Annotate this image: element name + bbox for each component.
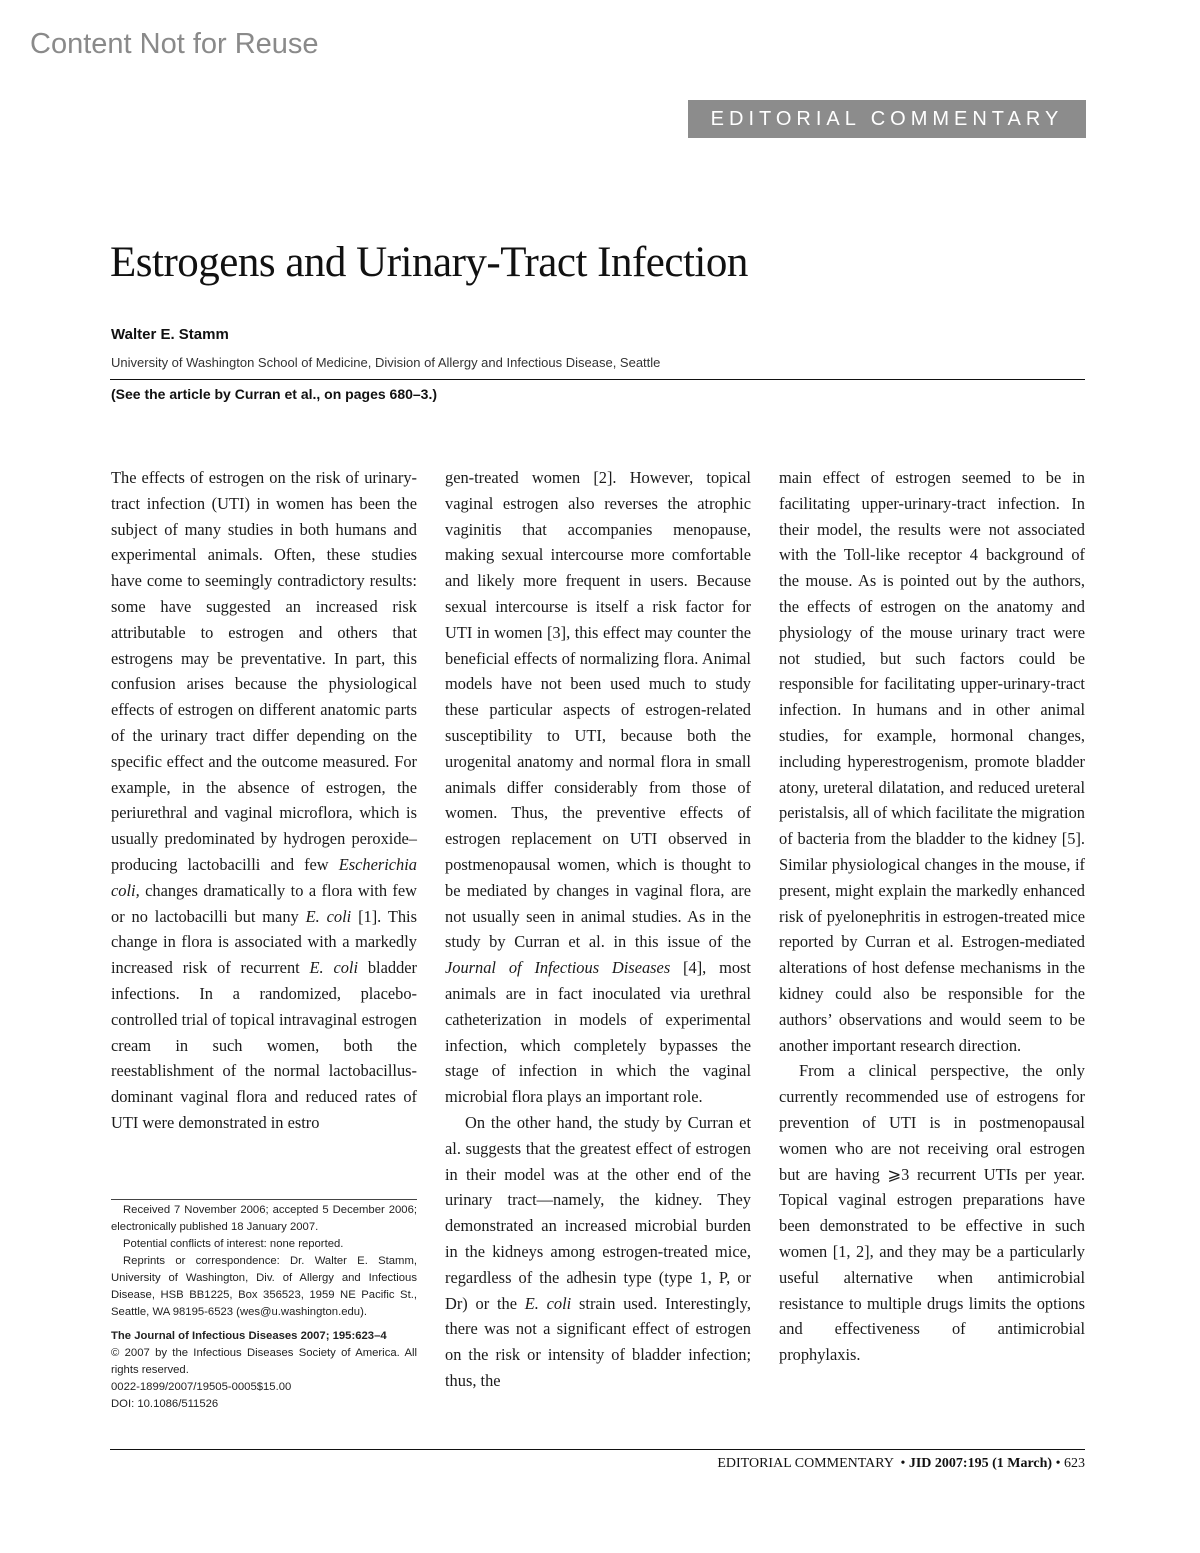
body-paragraph: gen-treated women [2]. However, topical vaginal estrogen also reverses the atrophic vaginitis that accompanies menopause, making sexual intercourse more comfortable and likely more frequent in users. Because sexual intercourse is itself a risk factor for UTI in women [3], this effect may counter the beneficial effects of normalizing flora. Animal models have not been used much to study these particular aspects of estrogen-related susceptibility to UTI, because both the urogenital anatomy and normal flora in small animals differ considerably from those of women. Thus, the preventive effects of estrogen replacement on UTI observed in postmenopausal women, which is thought to be mediated by changes in vaginal flora, are not usually seen in animal studies. As in the study by Curran et al. in this issue of the Journal of Infectious Diseases [4], most animals are in fact inoculated via urethral catheterization in models of experimental infection, which completely bypasses the stage of infection in which the vaginal microbial flora plays an important role. — [445, 468, 751, 1107]
author-name: Walter E. Stamm — [111, 326, 229, 343]
body-paragraph: The effects of estrogen on the risk of urinary-tract infection (UTI) in women has been the subject of many studies in both humans and experimental animals. Often, these studies have come to seemingly contradictory results: some have suggested an increased risk attributable to estrogen and others that estrogens may be preventative. In part, this confusion arises because the physiological effects of estrogen on different anatomic parts of the urinary tract differ depending on the specific effect and the outcome measured. For example, in the absence of estrogen, the periurethral and vaginal microflora, which is usually predominated by hydrogen peroxide–producing lactobacilli and few Escherichia coli, changes dramatically to a flora with few or no lactobacilli but many E. coli [1]. This change in flora is associated with a markedly increased risk of recurrent E. coli bladder infections. In a randomized, placebo-controlled trial of topical intravaginal estrogen cream in such women, both the reestablishment of the normal lactobacillus-dominant vaginal flora and reduced rates of UTI were demonstrated in estro — [111, 468, 418, 1132]
footer-separator: • — [1055, 1456, 1061, 1471]
footnote-doi: DOI: 10.1086/511526 — [111, 1398, 219, 1410]
section-banner: EDITORIAL COMMENTARY — [688, 100, 1086, 138]
footer-rule — [110, 1449, 1085, 1450]
footnote-issn: 0022-1899/2007/19505-0005$15.00 — [111, 1381, 292, 1393]
footnote-received: Received 7 November 2006; accepted 5 December 2006; electronically published 18 January 2007. — [111, 1204, 417, 1233]
body-paragraph: On the other hand, the study by Curran et al. suggests that the greatest effect of estrogen in their model was at the other end of the urinary tract—namely, the kidney. They demonstrated an increased microbial burden in the kidneys among estrogen-treated mice, regardless of the adhesin type (type 1, P, or Dr) or the E. coli strain used. Interestingly, there was not a significant effect of estrogen on the risk or intensity of bladder infection; thus, the — [445, 1112, 751, 1390]
body-column-2 — [445, 465, 751, 1394]
article-footnotes — [111, 1199, 417, 1413]
footer-citation: JID 2007:195 (1 March) — [908, 1456, 1053, 1471]
article-title: Estrogens and Urinary-Tract Infection — [110, 239, 748, 286]
footnote-conflicts: Potential conflicts of interest: none reported. — [123, 1238, 344, 1250]
running-footer — [717, 1456, 1085, 1472]
page-number: 623 — [1064, 1456, 1085, 1471]
footnote-copyright: © 2007 by the Infectious Diseases Society of America. All rights reserved. — [111, 1347, 417, 1376]
footnote-journal: The Journal of Infectious Diseases 2007; 195:623–4 — [111, 1330, 387, 1342]
footer-section: EDITORIAL COMMENTARY — [717, 1456, 894, 1471]
author-affiliation: University of Washington School of Medicine, Division of Allergy and Infectious Disease, Seattle — [111, 355, 661, 370]
watermark-text: Content Not for Reuse — [30, 28, 319, 60]
body-column-3 — [779, 465, 1085, 1368]
body-paragraph: From a clinical perspective, the only currently recommended use of estrogens for prevention of UTI is in postmenopausal women who are not receiving oral estrogen but are having ⩾3 recurrent UTIs per year. Topical vaginal estrogen preparations have been demonstrated to be effective in such women [1, 2], and they may be a particularly useful alternative when antimicrobial resistance to multiple drugs limits the options and effectiveness of antimicrobial prophylaxis. — [779, 1061, 1085, 1365]
footnote-reprints: Reprints or correspondence: Dr. Walter E. Stamm, University of Washington, Div. of Allergy and Infectious Disease, HSB BB1225, Box 356523, 1959 NE Pacific St., Seattle, WA 98195-6523 (wes@u.washington.edu). — [111, 1255, 417, 1318]
body-paragraph: main effect of estrogen seemed to be in facilitating upper-urinary-tract infection. In their model, the results were not associated with the Toll-like receptor 4 background of the mouse. As is pointed out by the authors, the effects of estrogen on the anatomy and physiology of the mouse urinary tract were not studied, but such factors could be responsible for facilitating upper-urinary-tract infection. In humans and in other animal studies, for example, hormonal changes, including hyperestrogenism, promote bladder atony, ureteral dilatation, and reduced ureteral peristalsis, all of which facilitate the migration of bacteria from the bladder to the kidney [5]. Similar physiological changes in the mouse, if present, might explain the markedly enhanced risk of pyelonephritis in estrogen-treated mice reported by Curran et al. Estrogen-mediated alterations of host defense mechanisms in the kidney could also be responsible for the authors’ observations and would seem to be another important research direction. — [779, 468, 1085, 1055]
footer-separator: • — [900, 1456, 906, 1471]
see-article-note: (See the article by Curran et al., on pages 680–3.) — [111, 386, 438, 402]
header-rule — [110, 379, 1085, 380]
body-column-1 — [111, 465, 417, 1136]
